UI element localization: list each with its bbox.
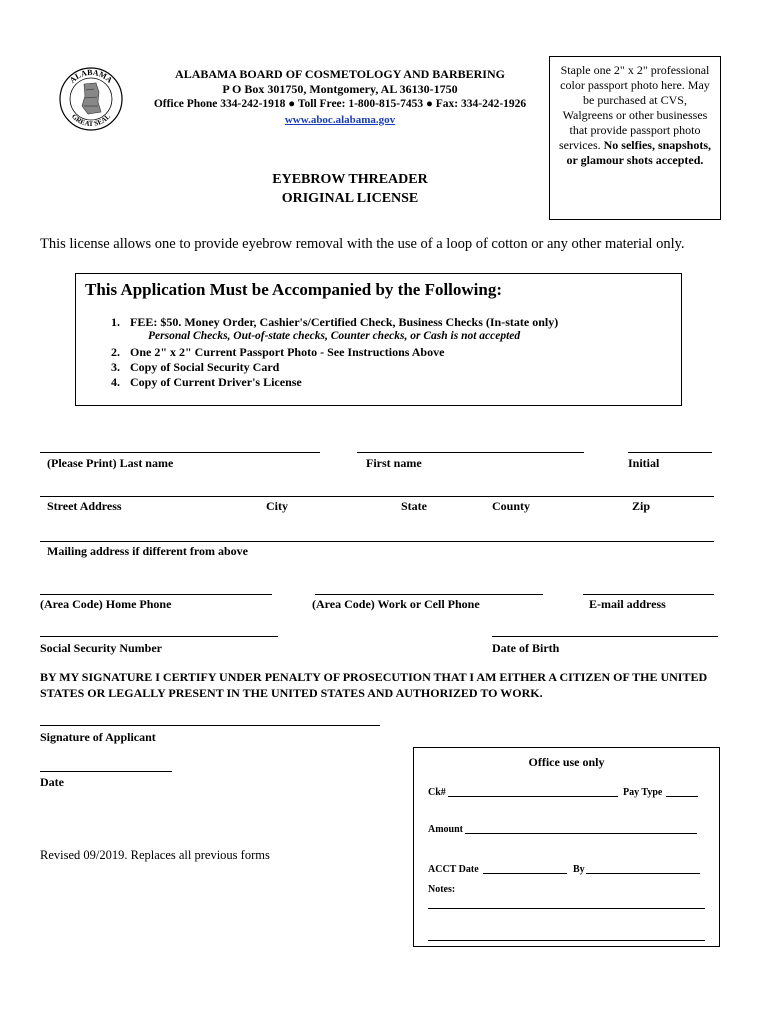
last-name-field[interactable]: [40, 452, 320, 453]
svg-text:GREAT SEAL: GREAT SEAL: [70, 112, 112, 129]
photo-instructions: Staple one 2" x 2" professional color passport photo here. May be purchased at CVS, Walgreens or other businesses that provide passport photo services.: [558, 63, 710, 152]
board-address: P O Box 301750, Montgomery, AL 36130-1750: [222, 82, 458, 96]
notes-field[interactable]: [428, 940, 705, 941]
mailing-label: Mailing address if different from above: [47, 544, 248, 558]
pay-type-label: Pay Type: [623, 787, 663, 798]
email-field[interactable]: [583, 594, 714, 595]
payment-restriction-note: Personal Checks, Out-of-state checks, Counter checks, or Cash is not accepted: [148, 330, 521, 342]
date-label: Date: [40, 775, 64, 789]
check-number-label: Ck#: [428, 787, 446, 798]
photo-staple-box: [549, 56, 721, 220]
initial-field[interactable]: [628, 452, 712, 453]
first-name-label: First name: [366, 456, 422, 470]
board-name: ALABAMA BOARD OF COSMETOLOGY AND BARBERING: [175, 67, 505, 81]
county-label: County: [492, 499, 531, 513]
office-use-box: [413, 747, 720, 947]
website-link[interactable]: www.aboc.alabama.gov: [284, 114, 396, 126]
date-field[interactable]: [40, 771, 172, 772]
revision-note: Revised 09/2019. Replaces all previous forms: [40, 848, 270, 862]
email-label: E-mail address: [589, 597, 666, 611]
pay-type-field[interactable]: [666, 796, 698, 797]
dob-label: Date of Birth: [492, 641, 560, 655]
notes-label: Notes:: [428, 884, 456, 895]
street-address-field[interactable]: [40, 496, 714, 497]
street-label: Street Address: [47, 499, 122, 513]
home-phone-label: (Area Code) Home Phone: [40, 597, 172, 611]
signature-field[interactable]: [40, 725, 380, 726]
dob-field[interactable]: [492, 636, 718, 637]
work-phone-field[interactable]: [315, 594, 543, 595]
by-field[interactable]: [586, 873, 700, 874]
home-phone-field[interactable]: [40, 594, 272, 595]
ssn-field[interactable]: [40, 636, 278, 637]
svg-text:ALABAMA: ALABAMA: [67, 67, 115, 85]
notes-field[interactable]: [428, 908, 705, 909]
zip-label: Zip: [632, 499, 651, 513]
amount-field[interactable]: [465, 833, 697, 834]
citizenship-certification: BY MY SIGNATURE I CERTIFY UNDER PENALTY OF PROSECUTION THAT I AM EITHER A CITIZEN OF THE UNITED STATES OR LEGALLY PRESENT IN THE UNITED STATES AND AUTHORIZED TO WORK.: [40, 670, 708, 700]
mailing-address-field[interactable]: [40, 541, 714, 542]
office-use-title: Office use only: [528, 755, 605, 769]
work-phone-label: (Area Code) Work or Cell Phone: [312, 597, 480, 611]
acct-date-field[interactable]: [483, 873, 567, 874]
signature-label: Signature of Applicant: [40, 730, 156, 744]
state-label: State: [401, 499, 427, 513]
acct-date-label: ACCT Date: [428, 864, 479, 875]
amount-label: Amount: [428, 824, 464, 835]
board-phones: Office Phone 334-242-1918 ● Toll Free: 1-800-815-7453 ● Fax: 334-242-1926: [153, 98, 527, 110]
license-description: This license allows one to provide eyebrow removal with the use of a loop of cotton or any other material only.: [40, 236, 685, 252]
photo-restrictions: No selfies, snapshots, or glamour shots accepted.: [566, 138, 711, 167]
license-type: EYEBROW THREADER: [272, 172, 428, 187]
first-name-field[interactable]: [357, 452, 584, 453]
license-kind: ORIGINAL LICENSE: [281, 191, 419, 206]
last-name-label: (Please Print) Last name: [47, 456, 174, 470]
by-label: By: [573, 864, 585, 875]
requirements-title: This Application Must be Accompanied by the Following:: [85, 280, 503, 299]
check-number-field[interactable]: [448, 796, 618, 797]
initial-label: Initial: [628, 456, 660, 470]
city-label: City: [266, 499, 288, 513]
ssn-label: Social Security Number: [40, 641, 162, 655]
